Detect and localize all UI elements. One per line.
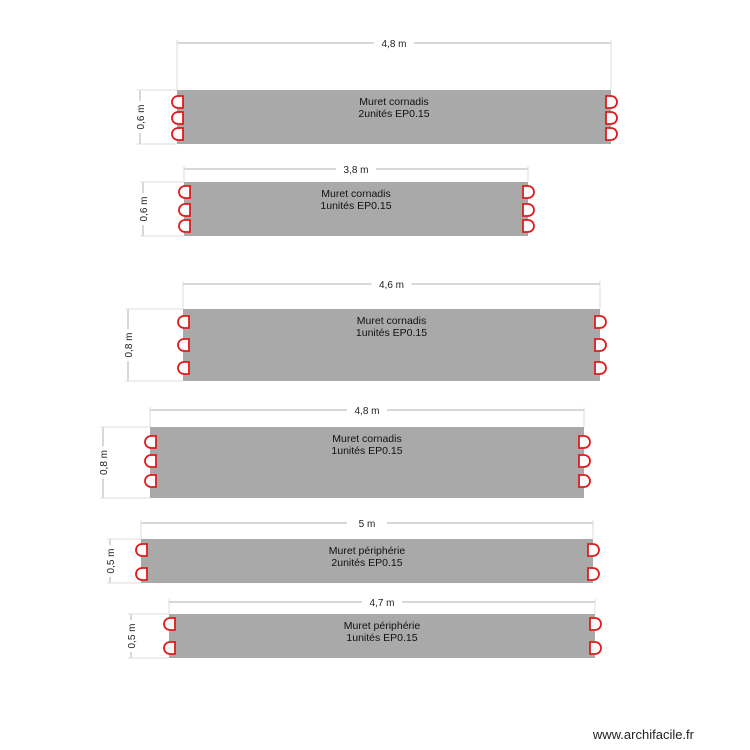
wall-group <box>96 403 590 498</box>
length-label: 4,6 m <box>378 280 405 291</box>
wall-name: Muret cornadis <box>356 315 427 327</box>
marker-icon <box>579 436 590 448</box>
marker-icon <box>164 618 175 630</box>
wall-name: Muret cornadis <box>332 433 402 445</box>
height-label: 0,6 m <box>136 104 147 130</box>
wall-units: 1unités EP0.15 <box>320 200 392 212</box>
length-label: 3,8 m <box>343 165 369 176</box>
marker-icon <box>588 544 599 556</box>
wall-units: 1unités EP0.15 <box>346 632 418 644</box>
height-label: 0,8 m <box>99 449 110 476</box>
length-label: 4,8 m <box>381 39 407 50</box>
marker-icon <box>136 568 147 580</box>
marker-icon <box>179 186 190 198</box>
marker-icon <box>595 316 606 328</box>
length-label: 4,7 m <box>369 598 395 609</box>
marker-icon <box>595 362 606 374</box>
marker-icon <box>606 128 617 140</box>
marker-icon <box>145 436 156 448</box>
marker-icon <box>523 186 534 198</box>
wall-group <box>124 595 601 658</box>
marker-icon <box>590 642 601 654</box>
wall-units: 1unités EP0.15 <box>355 327 428 339</box>
marker-icon <box>595 339 606 351</box>
wall-name: Muret cornadis <box>359 96 429 108</box>
marker-icon <box>172 112 183 124</box>
marker-icon <box>606 96 617 108</box>
wall-group <box>133 36 617 144</box>
wall-name: Muret périphérie <box>328 545 406 557</box>
height-label: 0,6 m <box>139 196 150 222</box>
wall-name: Muret cornadis <box>321 188 391 200</box>
marker-icon <box>178 316 189 328</box>
marker-icon <box>145 475 156 487</box>
marker-icon <box>606 112 617 124</box>
marker-icon <box>579 455 590 467</box>
marker-icon <box>164 642 175 654</box>
marker-icon <box>523 204 534 216</box>
marker-icon <box>179 220 190 232</box>
marker-icon <box>172 128 183 140</box>
wall-units: 1unités EP0.15 <box>331 445 403 457</box>
marker-icon <box>179 204 190 216</box>
marker-icon <box>178 362 189 374</box>
marker-icon <box>590 618 601 630</box>
marker-icon <box>145 455 156 467</box>
wall-units: 2unités EP0.15 <box>331 557 403 569</box>
height-label: 0,5 m <box>106 548 117 574</box>
length-label: 5 m <box>358 519 376 530</box>
height-label: 0,5 m <box>127 623 138 649</box>
wall-group <box>121 277 606 381</box>
height-label: 0,8 m <box>124 332 135 358</box>
length-label: 4,8 m <box>354 406 380 417</box>
wall-group <box>136 162 534 236</box>
wall-name: Muret périphérie <box>343 620 421 632</box>
wall-units: 2unités EP0.15 <box>358 108 430 120</box>
watermark: www.archifacile.fr <box>592 727 694 742</box>
marker-icon <box>136 544 147 556</box>
marker-icon <box>523 220 534 232</box>
wall-group <box>103 516 599 583</box>
marker-icon <box>172 96 183 108</box>
marker-icon <box>588 568 599 580</box>
marker-icon <box>579 475 590 487</box>
marker-icon <box>178 339 189 351</box>
